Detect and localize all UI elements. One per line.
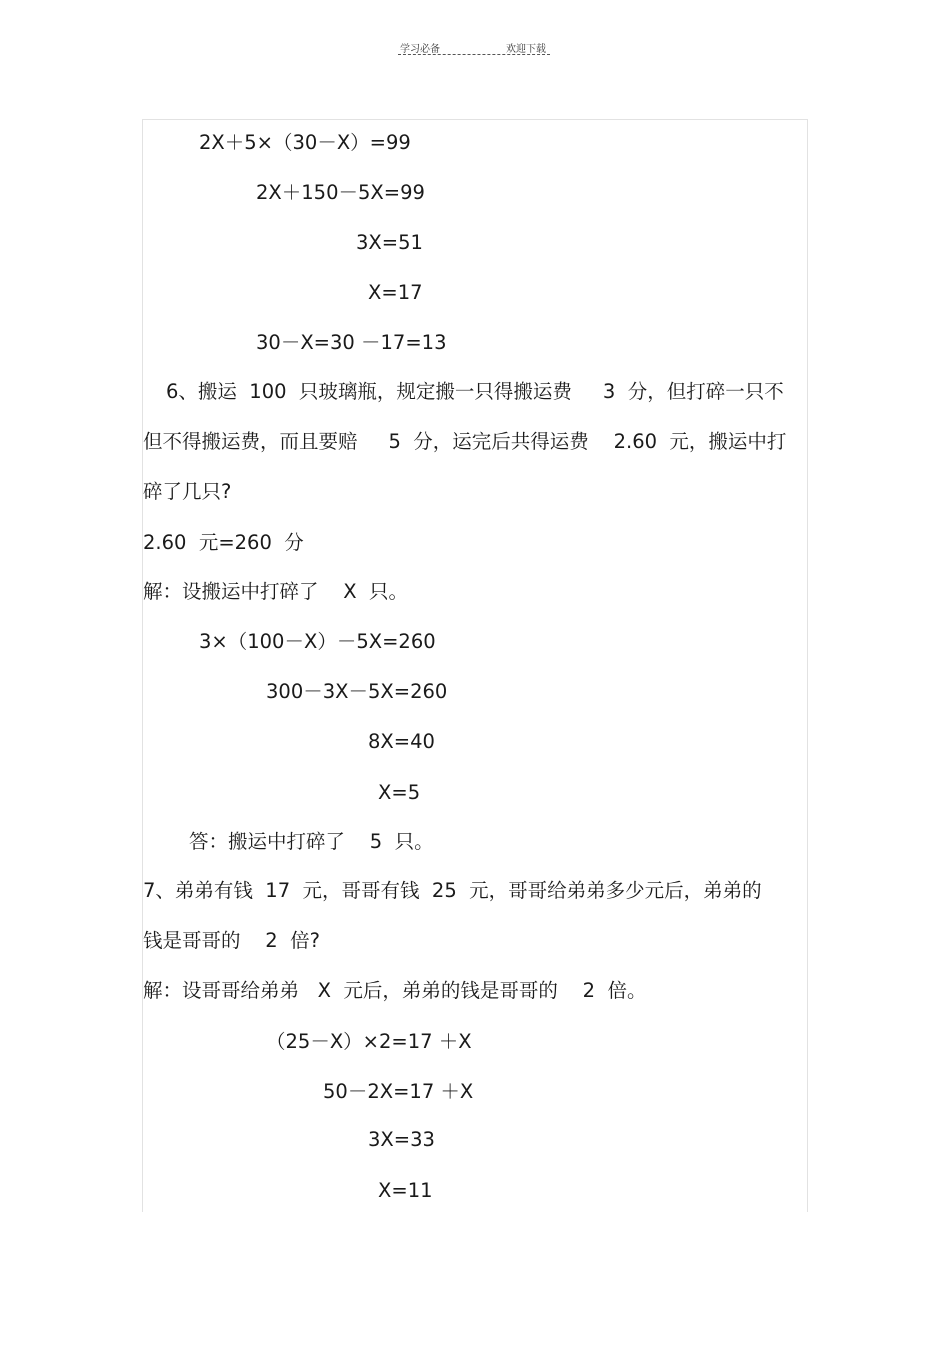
header-right-text: 欢迎下载 (506, 44, 546, 55)
unit-conversion: 2.60 元=260 分 (143, 531, 304, 554)
equation-line: X=17 (368, 281, 423, 304)
problem-7-text: 7、弟弟有钱 17 元，哥哥有钱 25 元，哥哥给弟弟多少元后，弟弟的 (143, 879, 762, 902)
header-left-text: 学习必备 (400, 44, 440, 55)
answer-line: 答：搬运中打碎了 5 只。 (189, 830, 434, 853)
solution-setup: 解：设搬运中打碎了 X 只。 (143, 580, 409, 603)
equation-line: 300－3X－5X=260 (266, 680, 448, 703)
equation-line: 3×（100－X）－5X=260 (199, 630, 436, 653)
solution-setup: 解：设哥哥给弟弟 X 元后，弟弟的钱是哥哥的 2 倍。 (143, 979, 647, 1002)
problem-6-text: 但不得搬运费，而且要赔 5 分，运完后共得运费 2.60 元，搬运中打 (143, 430, 787, 453)
equation-line: （25－X）×2=17 ＋X (266, 1030, 472, 1053)
equation-line: 3X=51 (356, 231, 423, 254)
problem-7-text: 钱是哥哥的 2 倍? (143, 929, 320, 952)
equation-line: 50－2X=17 ＋X (323, 1080, 474, 1103)
equation-line: 2X＋150－5X=99 (256, 181, 425, 204)
equation-line: X=5 (378, 781, 421, 804)
equation-line: 2X＋5×（30－X）=99 (199, 131, 411, 154)
equation-line: 3X=33 (368, 1128, 435, 1151)
problem-6-text: 碎了几只? (143, 480, 232, 503)
page-header (398, 38, 550, 55)
equation-line: 8X=40 (368, 730, 435, 753)
equation-line: X=11 (378, 1179, 433, 1202)
content-frame (142, 119, 808, 1212)
equation-line: 30－X=30 －17=13 (256, 331, 447, 354)
problem-6-text: 6、搬运 100 只玻璃瓶，规定搬一只得搬运费 3 分，但打碎一只不 (166, 380, 784, 403)
